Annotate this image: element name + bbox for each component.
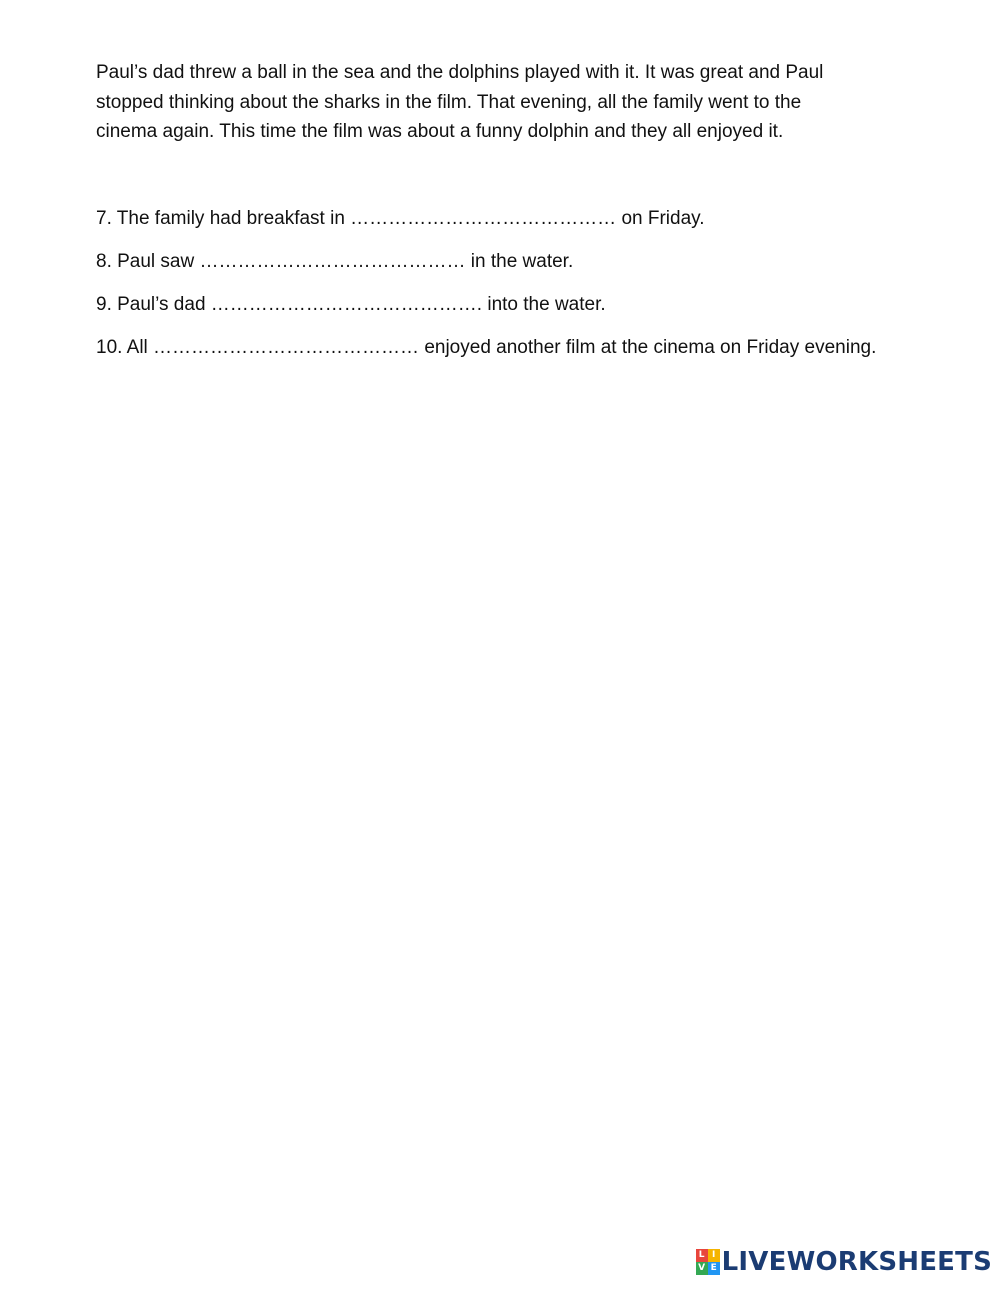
liveworksheets-brand bbox=[696, 1247, 992, 1277]
question-text-after: on Friday. bbox=[616, 208, 705, 229]
question-text-before: 10. All bbox=[96, 337, 154, 358]
question-text-before: 8. Paul saw bbox=[96, 251, 200, 272]
question-item bbox=[96, 333, 956, 376]
logo-letter: L bbox=[696, 1249, 708, 1262]
question-text-after: . into the water. bbox=[476, 294, 606, 315]
question-text-before: 7. The family had breakfast in bbox=[96, 208, 351, 229]
question-text-after: enjoyed another film at the cinema on Friday evening. bbox=[419, 337, 877, 358]
reading-passage bbox=[96, 58, 916, 147]
answer-gap[interactable]: …………………………………… bbox=[153, 337, 420, 358]
question-list bbox=[96, 204, 956, 376]
brand-wordmark: LIVEWORKSHEETS bbox=[721, 1247, 992, 1277]
passage-line: Paul’s dad threw a ball in the sea and the dolphins played with it. It was great and Paul bbox=[96, 62, 824, 83]
logo-letter: V bbox=[696, 1262, 708, 1275]
question-text-after: in the water. bbox=[465, 251, 574, 272]
passage-line: cinema again. This time the film was about a funny dolphin and they all enjoyed it. bbox=[96, 121, 784, 142]
liveworksheets-logo-icon bbox=[696, 1249, 720, 1275]
passage-line: stopped thinking about the sharks in the film. That evening, all the family went to the bbox=[96, 91, 802, 113]
question-item bbox=[96, 290, 956, 333]
logo-letter: E bbox=[708, 1262, 720, 1275]
answer-gap[interactable]: …………………………………… bbox=[350, 208, 617, 229]
logo-letter: I bbox=[708, 1249, 720, 1262]
question-item bbox=[96, 247, 956, 290]
question-text-before: 9. Paul’s dad bbox=[96, 294, 211, 315]
answer-gap[interactable]: …………………………………… bbox=[199, 251, 466, 272]
answer-gap[interactable]: …………………………………… bbox=[210, 294, 477, 315]
question-item bbox=[96, 204, 956, 247]
